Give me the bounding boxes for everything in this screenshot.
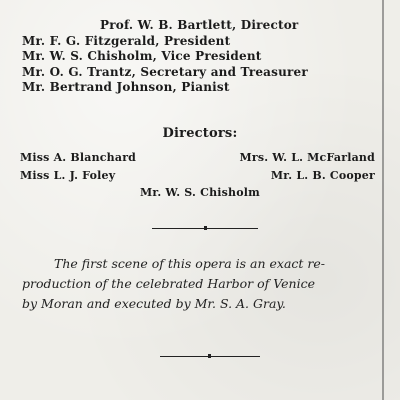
- scene-note: [22, 254, 382, 314]
- director-name: Miss L. J. Foley: [20, 169, 116, 182]
- officer-director: Prof. W. B. Bartlett, Director: [100, 18, 299, 32]
- page-edge-line: [382, 0, 384, 400]
- director-name-center: Mr. W. S. Chisholm: [139, 186, 260, 199]
- director-name: Mrs. W. L. McFarland: [239, 151, 375, 164]
- director-name: Miss A. Blanchard: [20, 151, 137, 164]
- directors-row: [20, 151, 375, 164]
- officer-president: Mr. F. G. Fitzgerald, President: [22, 33, 231, 48]
- directors-heading: Directors:: [162, 126, 238, 141]
- divider-dot: [208, 354, 211, 358]
- officer-secretary-treasurer: Mr. O. G. Trantz, Secretary and Treasurer: [22, 64, 308, 79]
- officers-list: [22, 18, 362, 96]
- note-line: by Moran and executed by Mr. S. A. Gray.: [22, 296, 286, 311]
- divider-rule: [160, 356, 260, 357]
- directors-row: [20, 169, 375, 182]
- director-name: Mr. L. B. Cooper: [270, 169, 375, 182]
- officer-pianist: Mr. Bertrand Johnson, Pianist: [22, 80, 230, 94]
- note-line: The first scene of this opera is an exact re-: [54, 256, 325, 271]
- officer-vice-president: Mr. W. S. Chisholm, Vice President: [22, 49, 262, 63]
- note-line: production of the celebrated Harbor of Venice: [22, 276, 315, 291]
- divider-rule: [152, 228, 258, 229]
- divider-dot: [204, 226, 207, 230]
